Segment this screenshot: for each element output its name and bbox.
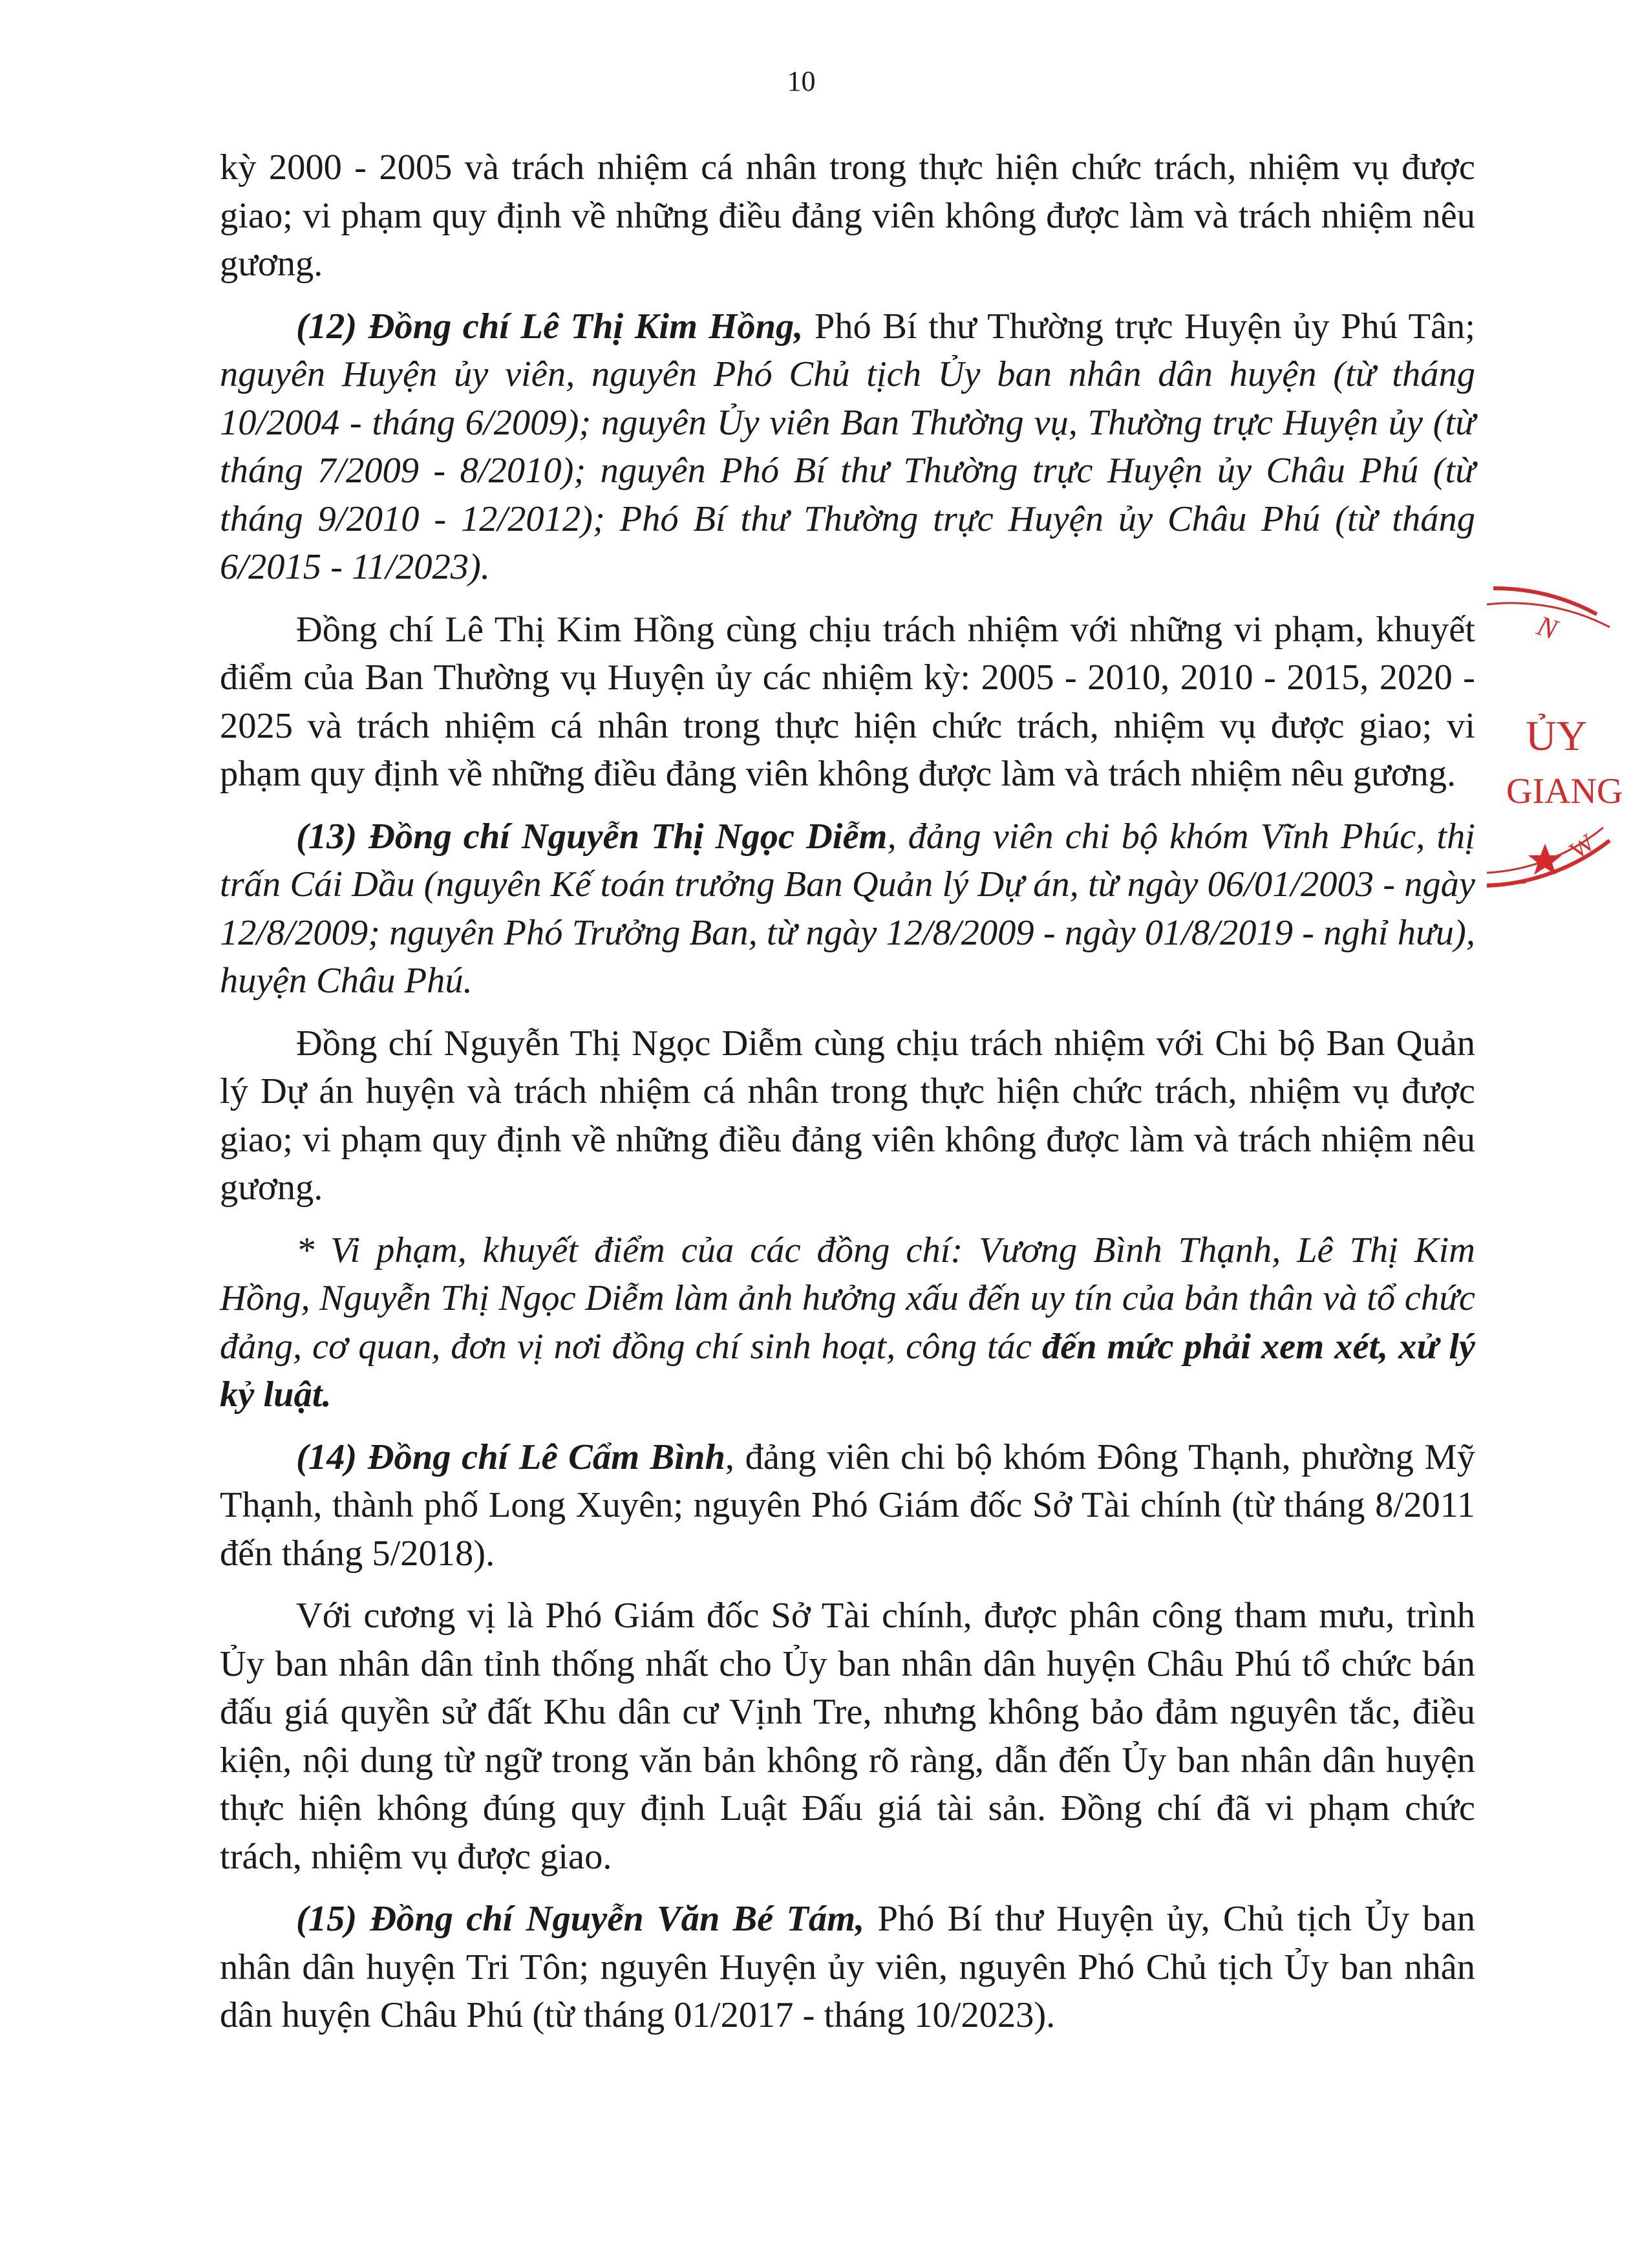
heading-12: (12) Đồng chí Lê Thị Kim Hồng,: [296, 306, 804, 347]
paragraph-responsibility-12: Đồng chí Lê Thị Kim Hồng cùng chịu trách nhiệm với những vi phạm, khuyết điểm của Ban Thường vụ Huyện ủy các nhiệm kỳ: 2005 - 2010, 2010 - 2015, 2020 - 2025 và trách nhiệm cá nhân trong thực hiện chức trách, nhiệm vụ được giao; vi phạm quy định về những điều đảng viên không được làm và trách nhiệm nêu gương.: [220, 609, 1475, 794]
paragraph-12-le-thi-kim-hong: [220, 303, 1475, 592]
paragraph-conclusion: [220, 1226, 1475, 1419]
heading-14: (14) Đồng chí Lê Cẩm Bình: [296, 1437, 725, 1477]
details-15: Phó Bí thư Huyện ủy, Chủ tịch Ủy ban nhân dân huyện Tri Tôn; nguyên Huyện ủy viên, nguyên Phó Chủ tịch Ủy ban nhân dân huyện Châu Phú (từ tháng 01/2017 - tháng 10/2023).: [220, 1899, 1476, 2035]
paragraph-responsibility-13: Đồng chí Nguyễn Thị Ngọc Diễm cùng chịu trách nhiệm với Chi bộ Ban Quản lý Dự án huyện và trách nhiệm cá nhân trong thực hiện chức trách, nhiệm vụ được giao; vi phạm quy định về những điều đảng viên không được làm và trách nhiệm nêu gương.: [220, 1023, 1475, 1208]
seal-graphic: [1448, 569, 1642, 931]
heading-15: (15) Đồng chí Nguyễn Văn Bé Tám,: [296, 1899, 865, 1939]
paragraph-1: kỳ 2000 - 2005 và trách nhiệm cá nhân trong thực hiện chức trách, nhiệm vụ được giao; vi phạm quy định về những điều đảng viên không được làm và trách nhiệm nêu gương.: [220, 147, 1475, 284]
official-seal: [1448, 569, 1642, 931]
paragraph-13-nguyen-thi-ngoc-diem: [220, 813, 1475, 1005]
details-14: , đảng viên chi bộ khóm Đông Thạnh, phường Mỹ Thạnh, thành phố Long Xuyên; nguyên Phó Giám đốc Sở Tài chính (từ tháng 8/2011 đến tháng 5/2018).: [220, 1437, 1475, 1574]
paragraph-14-le-cam-binh: [220, 1433, 1475, 1578]
conclusion-text: * Vi phạm, khuyết điểm của các đồng chí: Vương Bình Thạnh, Lê Thị Kim Hồng, Nguyễn Thị Ngọc Diễm làm ảnh hưởng xấu đến uy tín của bản thân và tổ chức đảng, cơ quan, đơn vị nơi đồng chí sinh hoạt, công tác: [220, 1230, 1475, 1367]
position-12: Phó Bí thư Thường trực Huyện ủy Phú Tân;: [803, 306, 1475, 347]
seal-text-line1: ỦY: [1526, 712, 1588, 760]
conclusion-emphasis: đến mức phải xem xét, xử lý kỷ luật.: [220, 1326, 1475, 1415]
document-body: [220, 144, 1475, 2054]
details-13: , đảng viên chi bộ khóm Vĩnh Phúc, thị trấn Cái Dầu (nguyên Kế toán trưởng Ban Quản lý Dự án, từ ngày 06/01/2003 - ngày 12/8/2009; nguyên Phó Trưởng Ban, từ ngày 12/8/2009 - ngày 01/8/2019 - nghỉ hưu), huyện Châu Phú.: [220, 816, 1475, 1001]
history-12: nguyên Huyện ủy viên, nguyên Phó Chủ tịch Ủy ban nhân dân huyện (từ tháng 10/2004 - tháng 6/2009); nguyên Ủy viên Ban Thường vụ, Thường trực Huyện ủy (từ tháng 7/2009 - 8/2010); nguyên Phó Bí thư Thường trực Huyện ủy Châu Phú (từ tháng 9/2010 - 12/2012); Phó Bí thư Thường trực Huyện ủy Châu Phú (từ tháng 6/2015 - 11/2023).: [220, 354, 1475, 587]
page-number: 10: [787, 65, 816, 97]
paragraph-15-nguyen-van-be-tam: [220, 1895, 1475, 2040]
seal-text-line2: GIANG: [1506, 771, 1623, 811]
seal-letter-w: W: [1565, 829, 1600, 865]
paragraph-violation-14: Với cương vị là Phó Giám đốc Sở Tài chính, được phân công tham mưu, trình Ủy ban nhân dân tỉnh thống nhất cho Ủy ban nhân dân huyện Châu Phú tổ chức bán đấu giá quyền sử đất Khu dân cư Vịnh Tre, nhưng không bảo đảm nguyên tắc, điều kiện, nội dung từ ngữ trong văn bản không rõ ràng, dẫn đến Ủy ban nhân dân huyện thực hiện không đúng quy định Luật Đấu giá tài sản. Đồng chí đã vi phạm chức trách, nhiệm vụ được giao.: [220, 1596, 1475, 1877]
heading-13: (13) Đồng chí Nguyễn Thị Ngọc Diễm: [296, 816, 888, 857]
seal-letter-n: N: [1533, 609, 1561, 646]
